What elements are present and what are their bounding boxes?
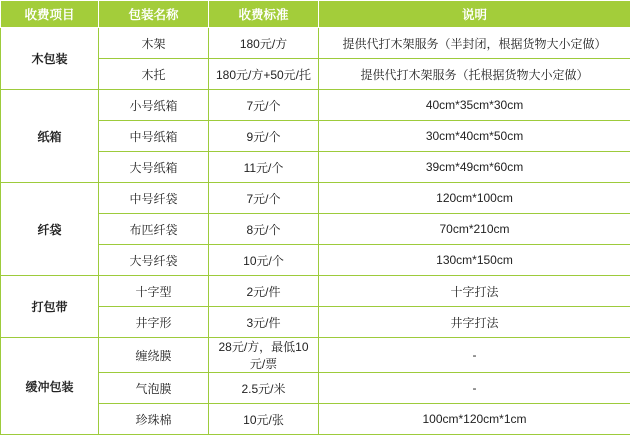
- package-name-cell: 木托: [99, 59, 209, 90]
- price-cell: 8元/个: [209, 214, 319, 245]
- price-cell: 180元/方: [209, 28, 319, 59]
- price-cell: 28元/方，最低10元/票: [209, 338, 319, 373]
- header-cell-price-standard: 收费标准: [209, 1, 319, 28]
- category-cell: 纤袋: [1, 183, 99, 276]
- description-cell: 提供代打木架服务（半封闭，根据货物大小定做）: [319, 28, 630, 59]
- table-row: [1, 28, 630, 59]
- header-cell-package-name: 包装名称: [99, 1, 209, 28]
- price-cell: 7元/个: [209, 183, 319, 214]
- table-row: [1, 90, 630, 121]
- package-name-cell: 木架: [99, 28, 209, 59]
- table-body: [1, 28, 630, 435]
- description-cell: 130cm*150cm: [319, 245, 630, 276]
- category-cell: 木包装: [1, 28, 99, 90]
- price-cell: 11元/个: [209, 152, 319, 183]
- table-row: [1, 183, 630, 214]
- package-name-cell: 井字形: [99, 307, 209, 338]
- price-cell: 9元/个: [209, 121, 319, 152]
- price-cell: 10元/张: [209, 404, 319, 435]
- package-name-cell: 小号纸箱: [99, 90, 209, 121]
- price-cell: 3元/件: [209, 307, 319, 338]
- description-cell: -: [319, 338, 630, 373]
- description-cell: 120cm*100cm: [319, 183, 630, 214]
- package-name-cell: 珍珠棉: [99, 404, 209, 435]
- price-cell: 180元/方+50元/托: [209, 59, 319, 90]
- package-name-cell: 气泡膜: [99, 373, 209, 404]
- description-cell: 100cm*120cm*1cm: [319, 404, 630, 435]
- price-cell: 2.5元/米: [209, 373, 319, 404]
- header-cell-item: 收费项目: [1, 1, 99, 28]
- description-cell: -: [319, 373, 630, 404]
- package-name-cell: 布匹纤袋: [99, 214, 209, 245]
- header-row: [1, 1, 630, 28]
- description-cell: 30cm*40cm*50cm: [319, 121, 630, 152]
- package-name-cell: 中号纤袋: [99, 183, 209, 214]
- description-cell: 39cm*49cm*60cm: [319, 152, 630, 183]
- description-cell: 70cm*210cm: [319, 214, 630, 245]
- table-header: [1, 1, 630, 28]
- package-name-cell: 大号纸箱: [99, 152, 209, 183]
- category-cell: 纸箱: [1, 90, 99, 183]
- category-cell: 打包带: [1, 276, 99, 338]
- table-row: [1, 276, 630, 307]
- description-cell: 提供代打木架服务（托根据货物大小定做）: [319, 59, 630, 90]
- package-name-cell: 十字型: [99, 276, 209, 307]
- description-cell: 40cm*35cm*30cm: [319, 90, 630, 121]
- category-cell: 缓冲包装: [1, 338, 99, 435]
- price-cell: 2元/件: [209, 276, 319, 307]
- price-cell: 7元/个: [209, 90, 319, 121]
- header-cell-description: 说明: [319, 1, 630, 28]
- package-name-cell: 大号纤袋: [99, 245, 209, 276]
- description-cell: 十字打法: [319, 276, 630, 307]
- price-cell: 10元/个: [209, 245, 319, 276]
- description-cell: 井字打法: [319, 307, 630, 338]
- package-name-cell: 缠绕膜: [99, 338, 209, 373]
- table-row: [1, 338, 630, 373]
- package-name-cell: 中号纸箱: [99, 121, 209, 152]
